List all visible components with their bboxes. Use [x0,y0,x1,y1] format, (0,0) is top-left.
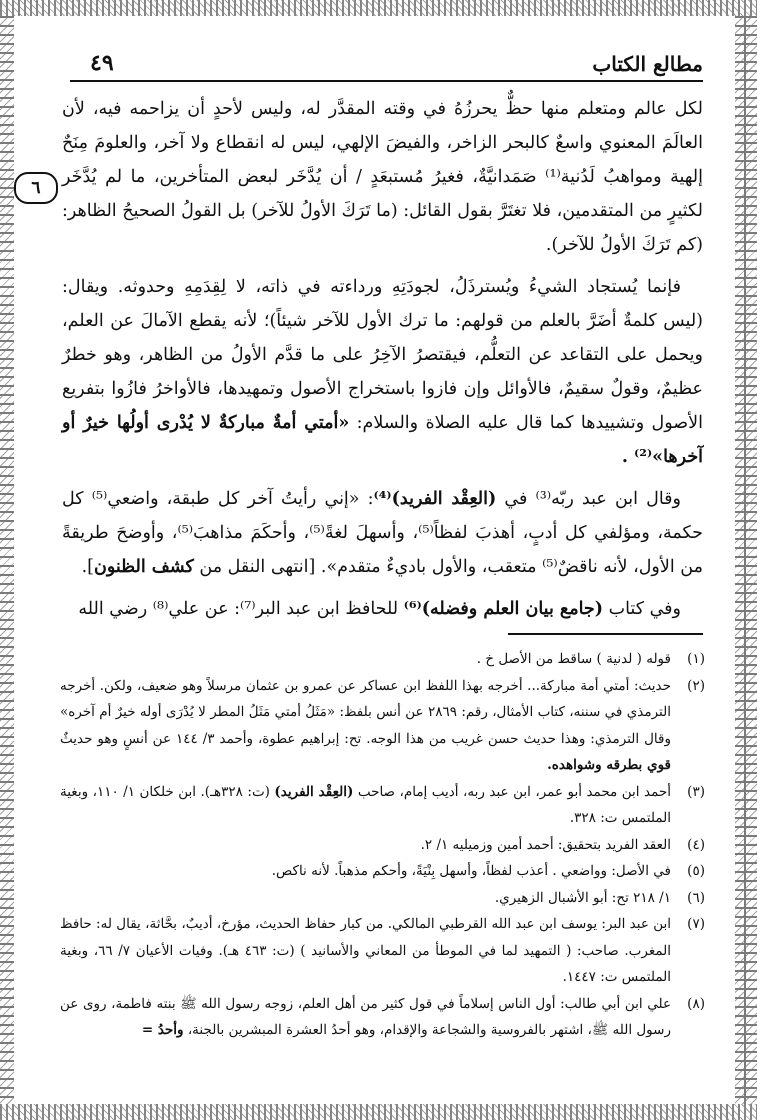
footnote-3-after: (ت: ٣٢٨هـ). ابن خلكان ١/ ١١٠، وبغية الملتمس ت: ٣٢٨. [60,783,671,826]
paragraph-3-quote: : «إني رأيتُ آخر كل طبقة، واضعي⁽⁵⁾ كل حكمة، ومؤلفي كل أدبٍ، أهذبَ لفظاً⁽⁵⁾، وأسهلَ لغةً⁽⁵⁾، وأحكَمَ مذاهبَ⁽⁵⁾، وأوضحَ طريقةً من الأول، لأنه ناقضٌ⁽⁵⁾ متعقب، والأول باديءٌ متقدم». [انتهى النقل من [62,489,704,577]
main-text [62,92,703,634]
footnote-text: العقد الفريد بتحقيق: أحمد أمين وزميليه ١/ ٢. [420,836,671,853]
footnote-number: (١) [687,651,705,667]
footnote-2-bold: قوي بطرقه وشواهده. [547,757,671,773]
footnote-5 [60,858,705,885]
footnote-text [60,673,671,779]
footnote-text: ١/ ٢١٨ تح: أبو الأشبال الزهيري. [494,889,671,906]
footnote-text: ابن عبد البر: يوسف ابن عبد الله القرطبي المالكي. من كبار حفاظ الحديث، مؤرخ، أديبٌ، بحَّاثة، يقال له: حافظ المغرب. صاحب: ( التمهيد لما في الموطأ من المعاني والأسانيد ) (ت: ٤٦٣ هـ). وفيات الأعيان ٧/ ٦٦، وبغية الملتمس ت: ١٤٤٧. [60,916,671,985]
footnote-1 [60,646,705,673]
footnote-number: (٥) [687,863,705,879]
footnote-text [60,779,671,832]
footnote-separator [508,633,703,635]
manuscript-page-marker: ٦ [14,172,58,204]
footnote-number: (٤) [687,836,705,853]
bottom-ornamental-border [0,1104,757,1120]
footnote-number: (٨) [687,995,705,1012]
paragraph-4-lead: وفي كتاب [608,599,681,619]
footnote-4 [60,832,705,859]
paragraph-2-text: فإنما يُستجاد الشيءُ ويُسترذَلُ، لجودَتِهِ ورداءته في ذاته، لا لِقِدَمِهِ وحدوثه. ويقال: (ليس كلمةٌ أضَرَّ بالعلم من قولهم: ما ترك الأول للآخر شيئاً)؛ لأنه يقطع الآمالَ عن العلم، ويحمل على التقاعد عن التعلُّم، فيقتصرُ الآخِرُ على ما قدَّم الأولُ من الظاهر، وهو خطرٌ عظيمٌ، وقولٌ سقيمٌ، فالأوائل وإن فازوا باستخراج الأصول وتمهيدها، فالأواخرُ فازُوا بتفريع الأصول وتشييدها كما قال عليه الصلاة والسلام: [62,277,703,433]
footnote-2 [60,673,705,779]
footnote-number: (٧) [687,916,705,932]
footnote-number: (٢) [687,677,705,694]
footnote-number: (٣) [687,783,705,800]
footnote-text: في الأصل: وواضعي . أعذب لفظاً، وأسهل بِنْيَةً، وأحكم مذهباً. لأنه ناكص. [271,863,671,879]
footnote-3-body: أحمد ابن محمد أبو عمر، ابن عبد ربه، أديب إمام، صاحب [357,783,671,800]
footnote-8-body: علي ابن أبي طالب: أول الناس إسلاماً في قول كثير من أهل العلم، زوجه رسول الله ﷺ بنته فاطمة، روى عن رسول الله ﷺ، اشتهر بالفروسية والشجاعة والإقدام، وهو أحدُ العشرة المبشرين بالجنة، [60,995,671,1038]
book-title-jami: (جامع بيان العلم وفضله)⁽⁶⁾ [403,599,604,619]
footnote-text [60,991,671,1044]
footnotes [60,646,705,1044]
running-head: مطالع الكتاب [592,52,703,76]
source-kashf-al-zunun: كشف الظنون [93,557,194,577]
top-ornamental-border [0,0,757,16]
footnote-2-body: حديث: أمتي أمة مباركة... أخرجه بهذا اللفظ ابن عساكر عن عمرو بن عثمان مرسلاً وهو ضعيف، ولكن. أخرجه الترمذي في سننه، كتاب الأمثال، رقم: ٢٨٦٩ عن أنس بلفظ: «مَثَلُ أمتي مَثَلُ المطر لا يُدْرَى أوله خيرٌ أم آخره» وقال الترمذي: وهذا حديث حسن غريب من هذا الوجه. تح: إبراهيم عطوة، وأحمد ٣/ ١٤٤ عن أنسٍ وهو حديثٌ [60,677,671,747]
footnote-number: (٦) [687,889,705,906]
paragraph-4 [62,592,703,626]
page-header [70,40,703,82]
paragraph-1: لكل عالم ومتعلم منها حظٌّ يحرزُهُ في وقته المقدَّر له، وليس لأحدٍ أن يزاحمه فيه، لأن العالَمَ المعنوي واسعٌ كالبحر الزاخر، والفيضَ الإلهي، ليس له انقطاع ولا آخر، والعلومَ مِنَحٌ إلهية ومواهبُ لَدُنية⁽¹⁾ صَمَدانيَّةٌ، فغيرُ مُستبعَدٍ / أن يُدَّخَر لبعض المتأخرين، ما لم يُدَّخَر لكثيرٍ من المتقدمين، فلا تغتَرَّ بقول القائل: (ما تَرَكَ الأولُ للآخر) بل القولُ الصحيحُ الظاهر: (كم تَرَكَ الأولُ للآخر). [62,99,703,255]
paragraph-3-close: ]. [81,557,94,577]
footnote-8-bold: وأحدُ = [141,1022,184,1038]
paragraph-3 [62,482,703,584]
hadith-quote: «أمتي أمةٌ مباركةٌ لا يُدْرى أولُها خيرٌ أو آخرها»⁽²⁾ . [62,413,703,467]
left-ornamental-border [0,16,14,1104]
footnote-6 [60,885,705,912]
right-ornamental-border [735,16,757,1104]
footnote-8 [60,991,705,1044]
footnote-text: قوله ( لدنية ) ساقط من الأصل خ . [476,651,671,667]
paragraph-3-lead: وقال ابن عبد ربّه⁽³⁾ في [504,489,681,509]
book-title-iqd: (العِقْد الفريد)⁽⁴⁾ [373,489,497,509]
footnote-3 [60,779,705,832]
footnote-7 [60,911,705,991]
page-number: ٤٩ [90,50,114,76]
paragraph-2 [62,270,703,474]
paragraph-4-text: للحافظ ابن عبد البر⁽⁷⁾: عن علي⁽⁸⁾ رضي الله [78,599,399,619]
footnote-3-bold: (العِقْد الفريد) [274,783,354,800]
